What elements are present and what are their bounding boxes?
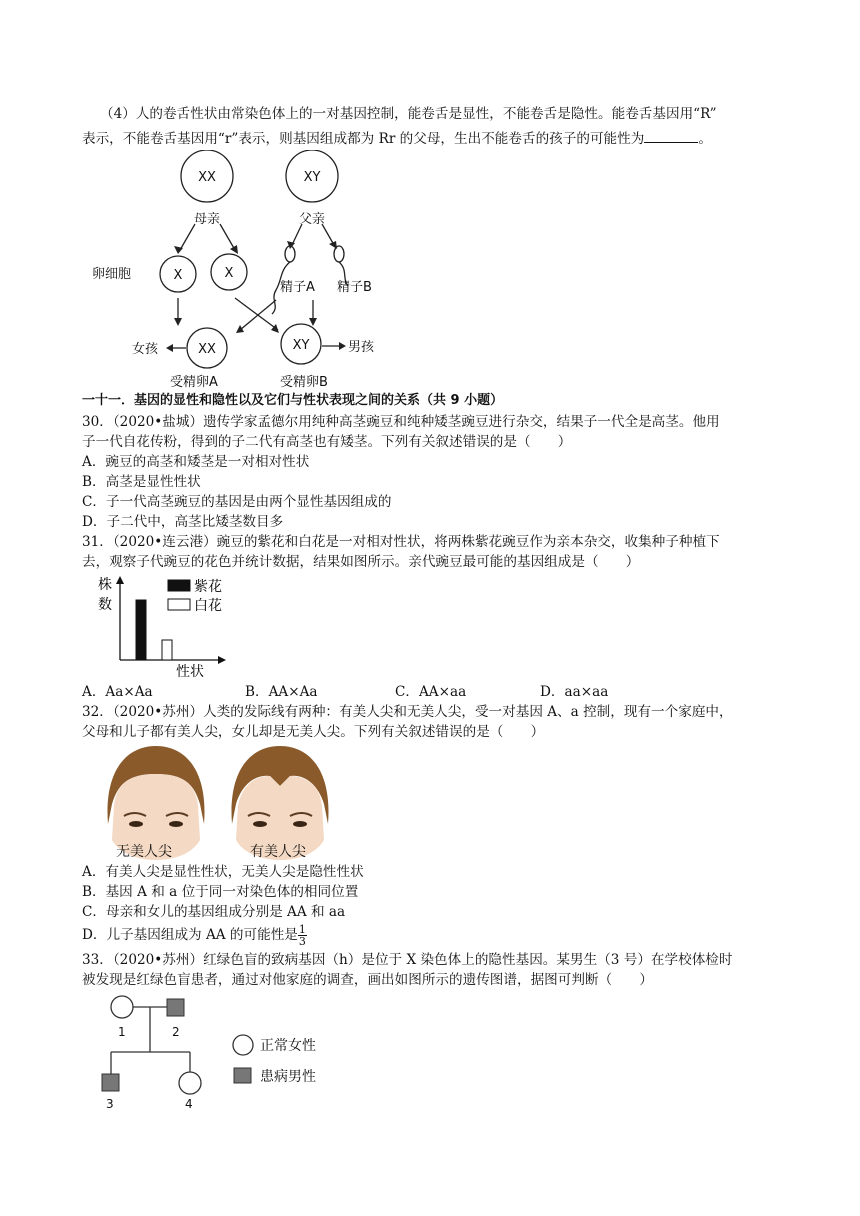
girl-label: 女孩 (132, 342, 159, 357)
egg-label: 卵细胞 (92, 267, 132, 282)
sex-determination-diagram (90, 150, 420, 390)
legend-swatch-purple (168, 580, 190, 591)
q30-option-c[interactable]: C．子一代高茎豌豆的基因是由两个显性基因组成的 (82, 494, 392, 510)
pedigree-2-affected-male (167, 999, 184, 1016)
q32-stem-2: 父母和儿子都有美人尖，女儿却是无美人尖。下列有关叙述错误的是（ ） (82, 724, 545, 740)
fraction-one-third: $\frac{1}{3}$ (298, 923, 306, 948)
face-no-widows-peak (107, 746, 204, 860)
q31-option-b[interactable]: B．AA×Aa (245, 684, 318, 700)
pedigree-num-3: 3 (106, 1097, 114, 1111)
legend-swatch-white (168, 599, 190, 610)
q31-option-d[interactable]: D．aa×aa (540, 684, 609, 700)
father-label: 父亲 (298, 212, 326, 227)
q30-option-d[interactable]: D．子二代中，高茎比矮茎数目多 (82, 514, 284, 530)
q31-option-a[interactable]: A．Aa×Aa (82, 684, 153, 700)
zygote-a-chromosomes: XX (198, 342, 216, 357)
q33-stem-1: 33．（2020•苏州）红绿色盲的致病基因（h）是位于 X 染色体上的隐性基因。某男生（3 号）在学校体检时 (82, 952, 733, 968)
x-axis-label: 性状 (176, 664, 204, 680)
q32-option-d[interactable]: D．儿子基因组成为 AA 的可能性是 $\frac{1}{3}$ (82, 923, 306, 948)
pedigree-1-normal-female (111, 996, 133, 1018)
boy-label: 男孩 (348, 340, 375, 355)
q32-option-c[interactable]: C．母亲和女儿的基因组成分别是 AA 和 aa (82, 904, 346, 920)
zygote-a-label: 受精卵A (170, 375, 218, 390)
q31-stem-1: 31．（2020•连云港）豌豆的紫花和白花是一对相对性状，将两株紫花豌豆作为亲本杂交，收集种子种植下 (82, 534, 720, 550)
pedigree-3-affected-male (102, 1074, 119, 1091)
q30-stem-1: 30．（2020•盐城）遗传学家孟德尔用纯种高茎豌豆和纯种矮茎豌豆进行杂交，结果子一代全是高茎。他用 (82, 414, 720, 430)
legend-affected-male: 患病男性 (260, 1069, 316, 1085)
sperm-b-label: 精子B (337, 280, 372, 295)
legend-normal-female: 正常女性 (260, 1038, 316, 1054)
q32-option-a[interactable]: A．有美人尖是显性性状，无美人尖是隐性性状 (82, 864, 364, 880)
legend-label-white: 白花 (194, 598, 222, 614)
y-label-2: 数 (98, 597, 112, 613)
hairline-faces-figure (104, 744, 334, 862)
face1-label: 无美人尖 (116, 844, 172, 860)
zygote-b-chromosomes: XY (292, 338, 310, 353)
q30-option-a[interactable]: A．豌豆的高茎和矮茎是一对相对性状 (82, 454, 310, 470)
q32-stem-1: 32．（2020•苏州）人类的发际线有两种：有美人尖和无美人尖，受一对基因 A、a 控制，现有一个家庭中， (82, 704, 733, 720)
face2-label: 有美人尖 (250, 844, 306, 860)
y-label-1: 株 (98, 577, 112, 593)
q29-line2: 表示，不能卷舌基因用“r”表示，则基因组成都为 Rr 的父母，生出不能卷舌的孩子的可能性为 。 (82, 128, 712, 149)
pedigree-chart (96, 994, 346, 1114)
pedigree-num-2: 2 (172, 1025, 180, 1039)
egg1-chromosome: X (173, 268, 183, 283)
q31-stem-2: 去，观察子代豌豆的花色并统计数据，结果如图所示。亲代豌豆最可能的基因组成是（ ） (82, 554, 640, 570)
face-widows-peak (231, 746, 328, 860)
pedigree-num-4: 4 (185, 1097, 193, 1111)
egg2-chromosome: X (224, 266, 234, 281)
bar-white (162, 640, 172, 660)
q32-option-b[interactable]: B．基因 A 和 a 位于同一对染色体的相同位置 (82, 884, 359, 900)
bar-purple (136, 600, 146, 660)
father-chromosomes: XY (303, 170, 321, 185)
q29-line1: （4）人的卷舌性状由常染色体上的一对基因控制，能卷舌是显性，不能卷舌是隐性。能卷舌基因用“R” (100, 106, 717, 122)
flower-color-bar-chart (90, 572, 240, 682)
pedigree-4-normal-female (179, 1072, 201, 1094)
mother-chromosomes: XX (198, 170, 216, 185)
legend-circle-icon (233, 1035, 253, 1055)
pedigree-num-1: 1 (118, 1025, 126, 1039)
q30-stem-2: 子一代自花传粉，得到的子二代有高茎也有矮茎。下列有关叙述错误的是（ ） (82, 434, 572, 450)
zygote-b-label: 受精卵B (280, 375, 328, 390)
legend-label-purple: 紫花 (194, 579, 222, 595)
section-heading: 一十一．基因的显性和隐性以及它们与性状表现之间的关系（共 9 小题） (82, 393, 504, 408)
mother-label: 母亲 (193, 212, 221, 227)
q33-stem-2: 被发现是红绿色盲患者，通过对他家庭的调查，画出如图所示的遗传图谱，据图可判断（ ） (82, 972, 653, 988)
sperm-a-label: 精子A (280, 280, 315, 295)
q31-option-c[interactable]: C．AA×aa (395, 684, 467, 700)
legend-square-icon (234, 1068, 251, 1083)
answer-blank[interactable] (644, 128, 698, 143)
q30-option-b[interactable]: B．高茎是显性性状 (82, 474, 201, 490)
